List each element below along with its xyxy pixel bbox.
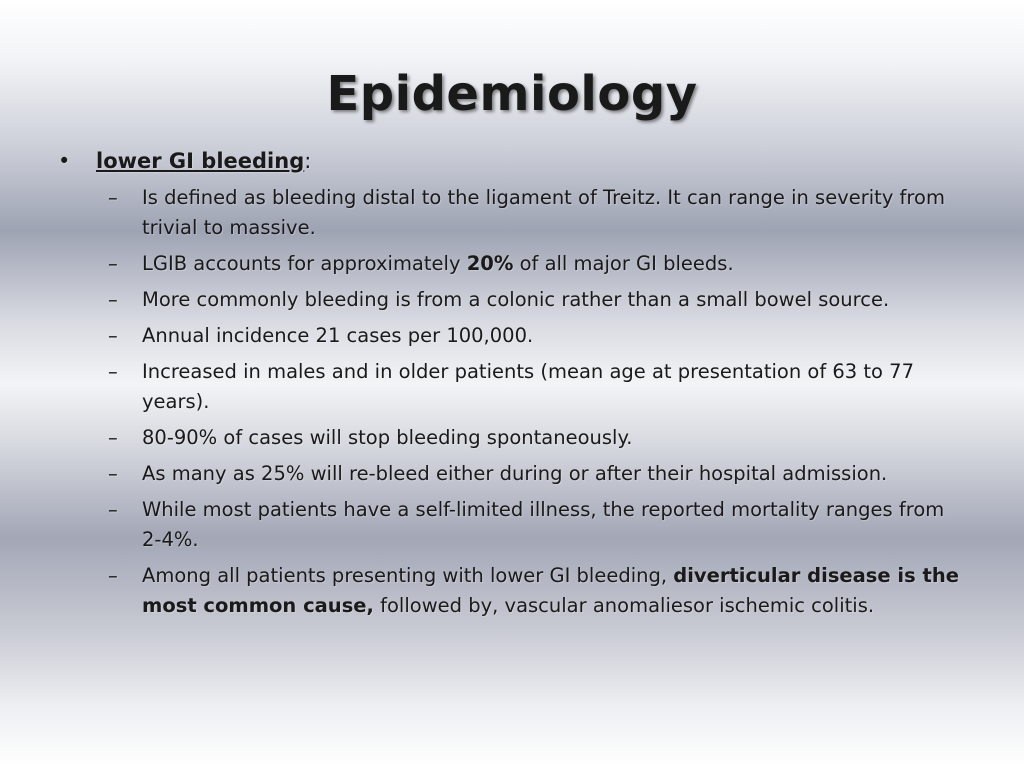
sub-bullet-text: of all major GI bleeds. <box>513 252 734 275</box>
sub-bullet <box>58 423 963 453</box>
bullet-heading: lower GI bleeding <box>96 149 305 173</box>
slide-content <box>58 146 963 627</box>
dash-marker: – <box>108 288 118 311</box>
sub-bullet-text: More commonly bleeding is from a colonic rather than a small bowel source. <box>142 288 890 311</box>
bullet-heading-suffix: : <box>304 149 312 173</box>
dash-marker: – <box>108 498 118 521</box>
sub-bullet-text: Is defined as bleeding distal to the ligament of Treitz. It can range in severity from trivial to massive. <box>142 186 945 239</box>
sub-bullet <box>58 357 963 417</box>
bullet-marker: • <box>58 149 71 173</box>
dash-marker: – <box>108 462 118 485</box>
sub-bullet-text: Among all patients presenting with lower GI bleeding, <box>142 564 674 587</box>
dash-marker: – <box>108 360 118 383</box>
slide-title: Epidemiology <box>326 66 698 122</box>
dash-marker: – <box>108 564 118 587</box>
sub-bullet-list <box>58 183 963 621</box>
dash-marker: – <box>108 324 118 347</box>
sub-bullet <box>58 561 963 621</box>
sub-bullet-text: As many as 25% will re-bleed either during or after their hospital admission. <box>142 462 888 485</box>
sub-bullet-text: 80-90% of cases will stop bleeding spontaneously. <box>142 426 633 449</box>
sub-bullet-bold-text: 20% <box>466 252 514 275</box>
sub-bullet-text: While most patients have a self-limited illness, the reported mortality ranges from 2-4%. <box>142 498 945 551</box>
main-bullet <box>58 146 963 176</box>
sub-bullet <box>58 495 963 555</box>
sub-bullet-text: Increased in males and in older patients (mean age at presentation of 63 to 77 years). <box>142 360 914 413</box>
sub-bullet <box>58 321 963 351</box>
dash-marker: – <box>108 252 118 275</box>
sub-bullet-text: LGIB accounts for approximately <box>142 252 467 275</box>
sub-bullet-bold-text: diverticular disease is the most common cause, <box>142 564 959 617</box>
sub-bullet <box>58 183 963 243</box>
sub-bullet-text: Annual incidence 21 cases per 100,000. <box>142 324 534 347</box>
sub-bullet <box>58 459 963 489</box>
dash-marker: – <box>108 426 118 449</box>
sub-bullet-text: followed by, vascular anomaliesor ischemic colitis. <box>373 594 875 617</box>
dash-marker: – <box>108 186 118 209</box>
sub-bullet <box>58 285 963 315</box>
sub-bullet <box>58 249 963 279</box>
